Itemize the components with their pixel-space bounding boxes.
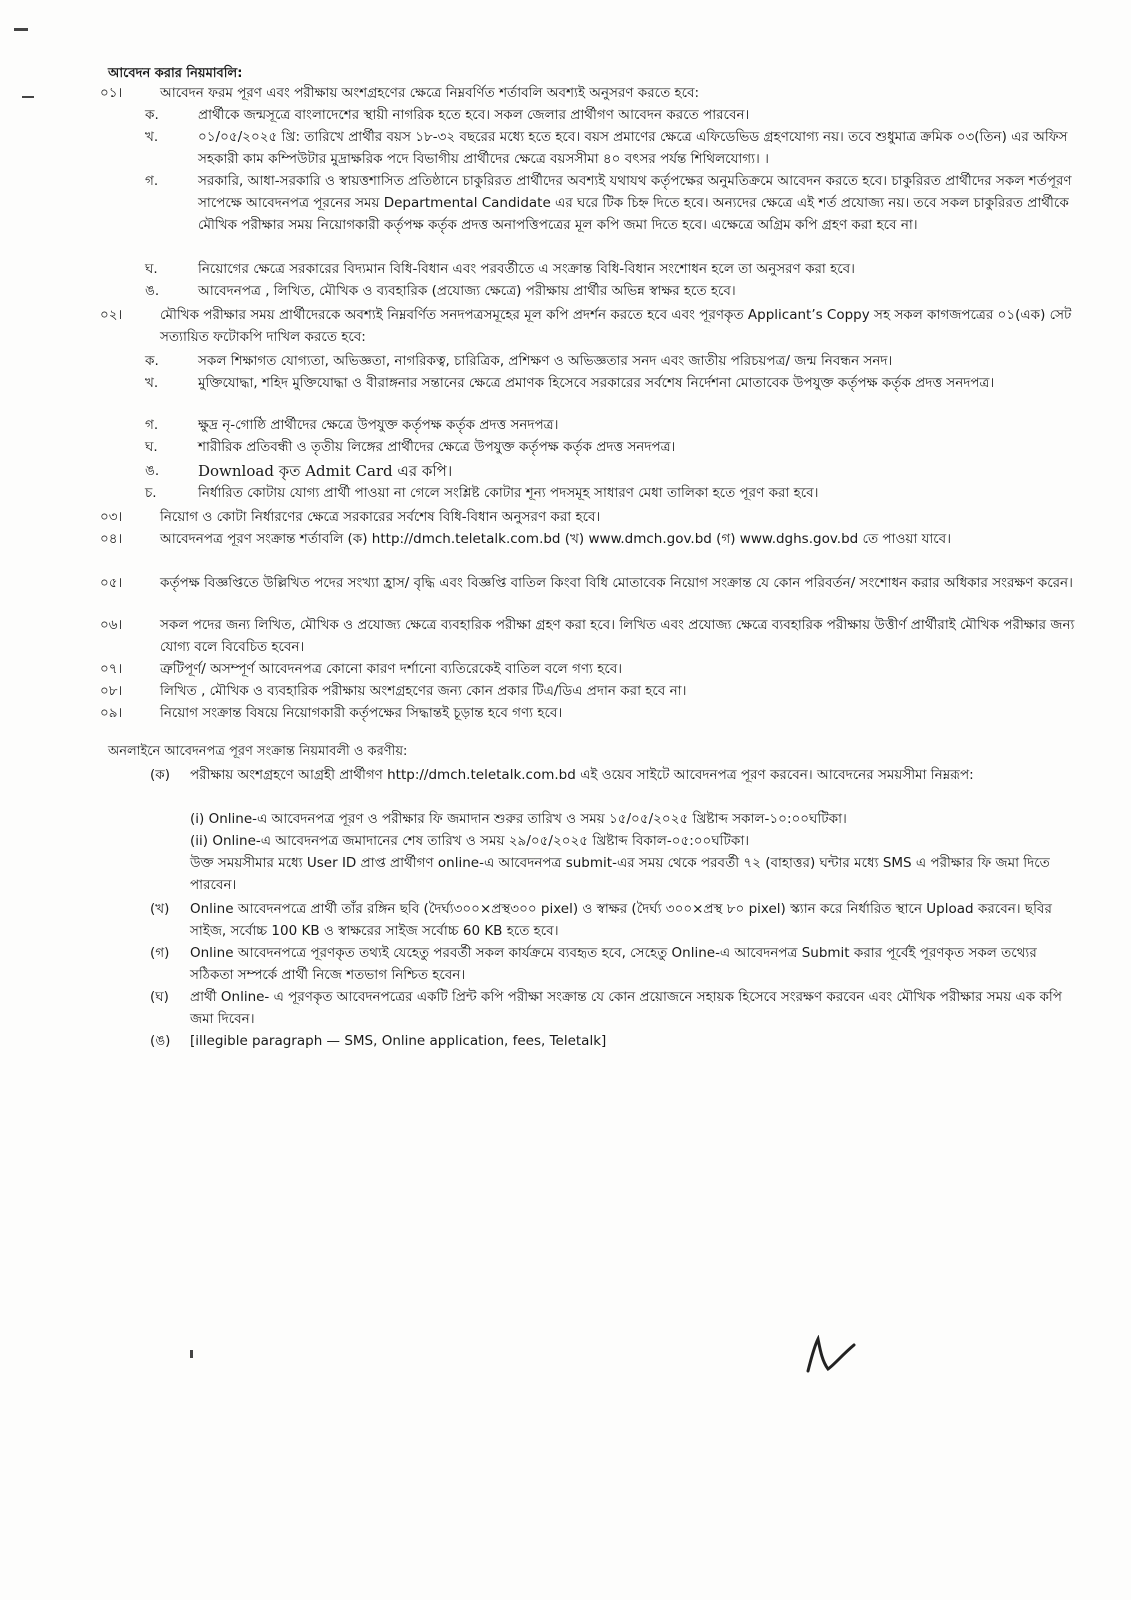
online-rule-text: (i) Online-এ আবেদনপত্র পূরণ ও পরীক্ষার ফি জমাদান শুরুর তারিখ ও সময় ১৫/০৫/২০২৫ খ্রিষ্টাব্দ সকাল-১০:০০ঘটিকা। <box>190 811 847 827</box>
sub-rule-text: ক্ষুদ্র নৃ-গোষ্ঠি প্রার্থীদের ক্ষেত্রে উপযুক্ত কর্তৃপক্ষ কর্তৃক প্রদত্ত সনদপত্র। <box>198 417 559 433</box>
online-rule-text: প্রার্থী Online- এ পূরণকৃত আবেদনপত্রের একটি প্রিন্ট কপি পরীক্ষা সংক্রান্ত যে কোন প্রয়োজনে সহায়ক হিসেবে সংরক্ষণ করবেন এবং মৌখিক পরীক্ষার সময় এক কপি জমা দিবেন। <box>190 989 1062 1027</box>
rule-number: ০৬। <box>100 617 123 633</box>
online-rule-letter: (ক) <box>150 767 170 783</box>
online-rule-text: পরীক্ষায় অংশগ্রহণে আগ্রহী প্রার্থীগণ http://dmch.teletalk.com.bd এই ওয়েব সাইটে আবেদনপত্র পূরণ করবেন। আবেদনের সময়সীমা নিম্নরূপ: <box>190 767 974 783</box>
rule-text: আবেদনপত্র পূরণ সংক্রান্ত শর্তাবলি (ক) http://dmch.teletalk.com.bd (খ) www.dmch.gov.bd (গ) www.dghs.gov.bd তে পাওয়া যাবে। <box>160 531 952 547</box>
online-rule-letter: (খ) <box>150 901 170 917</box>
sub-rule-letter: ক. <box>145 107 159 123</box>
sub-rule-text: ০১/০৫/২০২৫ খ্রি: তারিখে প্রার্থীর বয়স ১৮-৩২ বছরের মধ্যে হতে হবে। বয়স প্রমাণের ক্ষেত্রে এফিডেভিড গ্রহণযোগ্য নয়। তবে শুধুমাত্র ক্রমিক ০৩(তিন) এর অফিস সহকারী কাম কম্পিউটার মুদ্রাক্ষরিক পদে বিভাগীয় প্রার্থীদের ক্ষেত্রে বয়সসীমা ৪০ বৎসর পর্যন্ত শিথিলযোগ্য। । <box>198 129 1068 167</box>
scan-mark <box>14 28 28 31</box>
sub-rule-text: নিয়োগের ক্ষেত্রে সরকারের বিদ্যমান বিধি-বিধান এবং পরবর্তীতে এ সংক্রান্ত বিধি-বিধান সংশোধন হলে তা অনুসরণ করা হবে। <box>198 261 855 277</box>
rule-number: ০৪। <box>100 531 123 547</box>
rule-text: আবেদন ফরম পূরণ এবং পরীক্ষায় অংশগ্রহণের ক্ষেত্রে নিম্নবর্ণিত শর্তাবলি অবশ্যই অনুসরণ করতে হবে: <box>160 85 700 101</box>
scan-mark <box>190 1350 193 1358</box>
sub-rule-letter: ঘ. <box>145 261 158 277</box>
rule-text: নিয়োগ ও কোটা নির্ধারণের ক্ষেত্রে সরকারের সর্বশেষ বিধি-বিধান অনুসরণ করা হবে। <box>160 509 601 525</box>
sub-rule-letter: চ. <box>145 485 157 501</box>
rule-number: ০৩। <box>100 509 123 525</box>
online-rule-text: (ii) Online-এ আবেদনপত্র জমাদানের শেষ তারিখ ও সময় ২৯/০৫/২০২৫ খ্রিষ্টাব্দ বিকাল-০৫:০০ঘটিকা। <box>190 833 750 849</box>
sub-rule-letter: ঙ. <box>145 463 160 479</box>
rule-number: ০৯। <box>100 705 123 721</box>
online-rule-letter: (ঙ) <box>150 1033 171 1049</box>
sub-rule-text: মুক্তিযোদ্ধা, শহিদ মুক্তিযোদ্ধা ও বীরাঙ্গনার সন্তানের ক্ষেত্রে প্রমাণক হিসেবে সরকারের সর্বশেষ নির্দেশনা মোতাবেক উপযুক্ত কর্তৃপক্ষ কর্তৃক প্রদত্ত সনদপত্র। <box>198 375 995 391</box>
sub-rule-letter: ক. <box>145 353 159 369</box>
online-rules-heading: অনলাইনে আবেদনপত্র পূরণ সংক্রান্ত নিয়মাবলী ও করণীয়: <box>108 744 408 759</box>
sub-rule-text: Download কৃত Admit Card এর কপি। <box>198 462 453 480</box>
sub-rule-letter: ঙ. <box>145 283 160 299</box>
rule-number: ০৮। <box>100 683 123 699</box>
online-rule-letter: (গ) <box>150 945 170 961</box>
rule-text: ত্রুটিপূর্ণ/ অসম্পূর্ণ আবেদনপত্র কোনো কারণ দর্শানো ব্যতিরেকেই বাতিল বলে গণ্য হবে। <box>160 661 623 677</box>
sub-rule-letter: গ. <box>145 173 159 189</box>
rule-number: ০৭। <box>100 661 123 677</box>
rule-number: ০৫। <box>100 575 123 591</box>
online-rule-letter: (ঘ) <box>150 989 169 1005</box>
online-rule-text: [illegible paragraph — SMS, Online application, fees, Teletalk] <box>190 1033 607 1049</box>
online-rule-text: উক্ত সময়সীমার মধ্যে User ID প্রাপ্ত প্রার্থীগণ online-এ আবেদনপত্র submit-এর সময় থেকে পরবর্তী ৭২ (বাহাত্তর) ঘন্টার মধ্যে SMS এ পরীক্ষার ফি জমা দিতে পারবেন। <box>190 855 1050 893</box>
sub-rule-text: নির্ধারিত কোটায় যোগ্য প্রার্থী পাওয়া না গেলে সংশ্লিষ্ট কোটার শূন্য পদসমূহ সাধারণ মেধা তালিকা হতে পূরণ করা হবে। <box>198 485 819 501</box>
rule-number: ০১। <box>100 85 123 101</box>
online-rule-text: Online আবেদনপত্রে প্রার্থী তাঁর রঙ্গিন ছবি (দৈর্ঘ্য৩০০×প্রস্থ৩০০ pixel) ও স্বাক্ষর (দৈর্ঘ্য ৩০০×প্রস্থ ৮০ pixel) স্ক্যান করে নির্ধারিত স্থানে Upload করবেন। ছবির সাইজ, সর্বোচ্চ 100 KB ও স্বাক্ষরের সাইজ সর্বোচ্চ 60 KB হতে হবে। <box>190 901 1052 939</box>
rule-text: লিখিত , মৌখিক ও ব্যবহারিক পরীক্ষায় অংশগ্রহণের জন্য কোন প্রকার টিএ/ডিএ প্রদান করা হবে না। <box>160 683 687 699</box>
rule-text: মৌখিক পরীক্ষার সময় প্রার্থীদেরকে অবশ্যই নিম্নবর্ণিত সনদপত্রসমূহের মূল কপি প্রদর্শন করতে হবে এবং পূরণকৃত Applicant’s Coppy সহ সকল কাগজপত্রের ০১(এক) সেট সত্যায়িত ফটোকপি দাখিল করতে হবে: <box>160 307 1072 345</box>
sub-rule-letter: খ. <box>145 129 159 145</box>
online-rule-text: Online আবেদনপত্রে পূরণকৃত তথ্যই যেহেতু পরবর্তী সকল কার্যক্রমে ব্যবহৃত হবে, সেহেতু Online-এ আবেদনপত্র Submit করার পূর্বেই পূরণকৃত সকল তথ্যের সঠিকতা সম্পর্কে প্রার্থী নিজে শতভাগ নিশ্চিত হবেন। <box>190 945 1037 983</box>
scan-mark <box>22 96 34 98</box>
sub-rule-text: আবেদনপত্র , লিখিত, মৌখিক ও ব্যবহারিক (প্রযোজ্য ক্ষেত্রে) পরীক্ষায় প্রার্থীর অভিন্ন স্বাক্ষর হতে হবে। <box>198 283 736 299</box>
sub-rule-text: প্রার্থীকে জন্মসূত্রে বাংলাদেশের স্থায়ী নাগরিক হতে হবে। সকল জেলার প্রার্থীগণ আবেদন করতে পারবেন। <box>198 107 750 123</box>
rule-text: নিয়োগ সংক্রান্ত বিষয়ে নিয়োগকারী কর্তৃপক্ষের সিদ্ধান্তই চূড়ান্ত হবে গণ্য হবে। <box>160 705 563 721</box>
sub-rule-letter: ঘ. <box>145 439 158 455</box>
rule-number: ০২। <box>100 307 123 323</box>
sub-rule-text: সকল শিক্ষাগত যোগ্যতা, অভিজ্ঞতা, নাগরিকত্ব, চারিত্রিক, প্রশিক্ষণ ও অভিজ্ঞতার সনদ এবং জাতীয় পরিচয়পত্র/ জন্ম নিবন্ধন সনদ। <box>198 353 893 369</box>
sub-rule-letter: খ. <box>145 375 159 391</box>
rule-text: কর্তৃপক্ষ বিজ্ঞপ্তিতে উল্লিখিত পদের সংখ্যা হ্রাস/ বৃদ্ধি এবং বিজ্ঞপ্তি বাতিল কিংবা বিধি মোতাবেক নিয়োগ সংক্রান্ত যে কোন পরিবর্তন/ সংশোধন করার অধিকার সংরক্ষণ করেন। <box>160 575 1073 591</box>
sub-rule-letter: গ. <box>145 417 159 433</box>
rule-text: সকল পদের জন্য লিখিত, মৌখিক ও প্রযোজ্য ক্ষেত্রে ব্যবহারিক পরীক্ষা গ্রহণ করা হবে। লিখিত এবং প্রযোজ্য ক্ষেত্রে ব্যবহারিক পরীক্ষায় উত্তীর্ণ প্রার্থীরাই মৌখিক পরীক্ষার জন্য যোগ্য বলে বিবেচিত হবেন। <box>160 617 1075 655</box>
rules-heading: আবেদন করার নিয়মাবলি: <box>108 66 243 81</box>
sub-rule-text: সরকারি, আধা-সরকারি ও স্বায়ত্তশাসিত প্রতিষ্ঠানে চাকুরিরত প্রার্থীদের অবশ্যই যথাযথ কর্তৃপক্ষের অনুমতিক্রমে আবেদন করতে হবে। চাকুরিরত প্রার্থীদের সকল শর্তপূরণ সাপেক্ষে আবেদনপত্র পূরনের সময় Departmental Candidate এর ঘরে টিক চিহ্ন দিতে হবে। অন্যদের ক্ষেত্রে এই শর্ত প্রযোজ্য নয়। তবে সকল চাকুরিরত প্রার্থীকে মৌখিক পরীক্ষার সময় নিয়োগকারী কর্তৃপক্ষ কর্তৃক প্রদত্ত অনাপত্তিপত্রের মূল কপি জমা দিতে হবে। এক্ষেত্রে অগ্রিম কপি গ্রহণ করা হবে না। <box>198 173 1072 233</box>
signature-mark <box>802 1335 858 1377</box>
sub-rule-text: শারীরিক প্রতিবন্ধী ও তৃতীয় লিঙ্গের প্রার্থীদের ক্ষেত্রে উপযুক্ত কর্তৃপক্ষ কর্তৃক প্রদত্ত সনদপত্র। <box>198 439 676 455</box>
